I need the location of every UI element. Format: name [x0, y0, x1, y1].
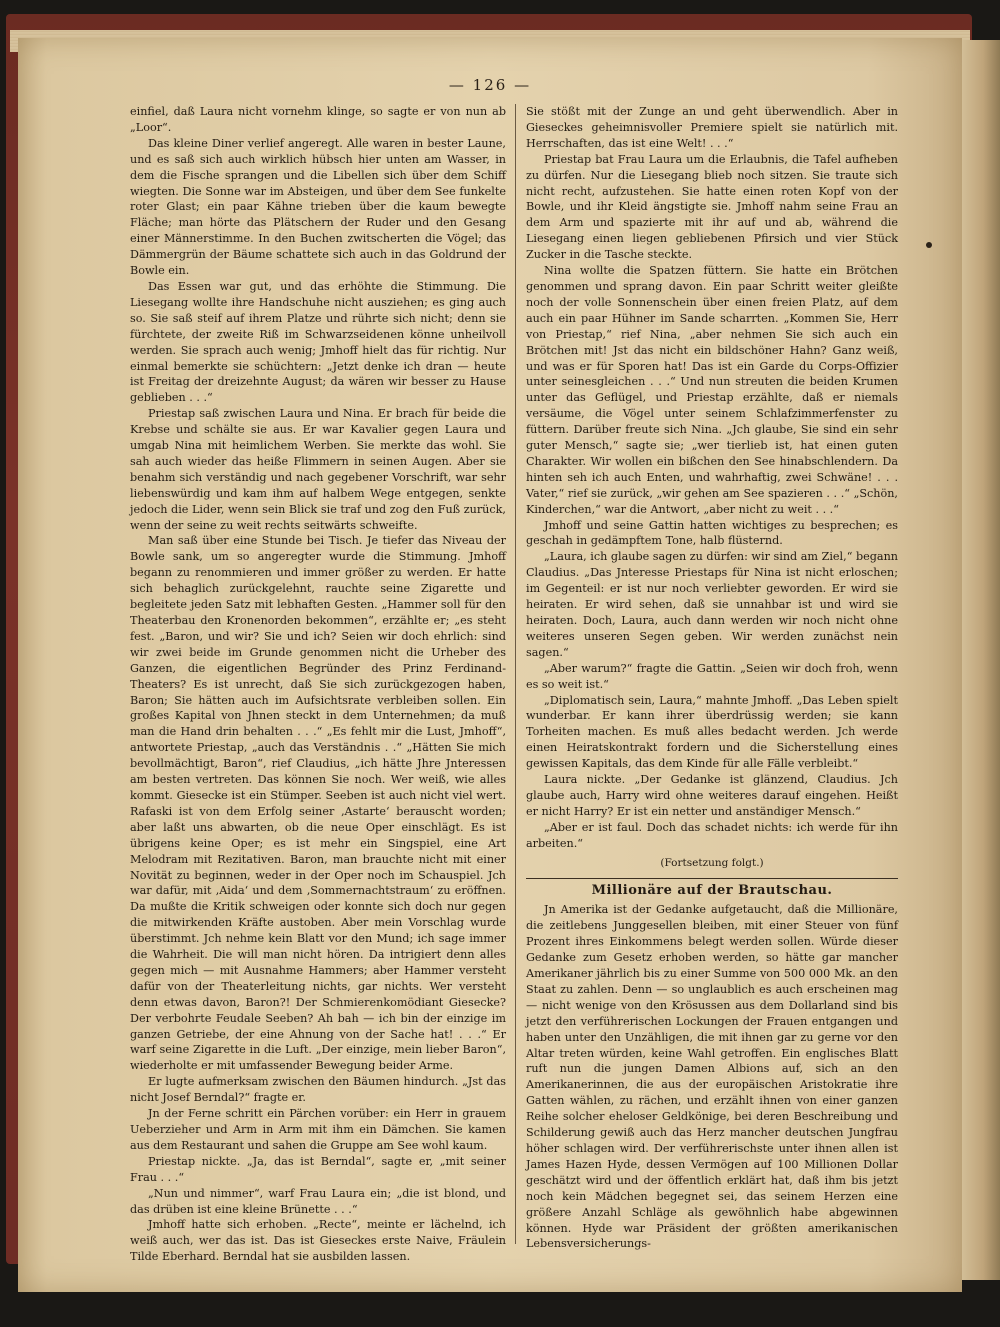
newspaper-page	[18, 38, 962, 1292]
paragraph: „Diplomatisch sein, Laura,“ mahnte Jmhoff. „Das Leben spielt wunderbar. Er kann ihrer überdrüssig werden; sie kann Torheiten machen. Es muß alles bedacht werden. Jch werde einen Heiratskontrakt fordern und die Sicherstellung eines gewissen Kapitals, das dem Kinde für alle Fälle verbleibt.“	[526, 693, 898, 771]
ink-dot	[926, 242, 932, 248]
paragraph: Er lugte aufmerksam zwischen den Bäumen hindurch. „Jst das nicht Josef Berndal?“ fragte er.	[130, 1075, 506, 1105]
section-rule	[526, 878, 898, 879]
paragraph: „Aber warum?“ fragte die Gattin. „Seien wir doch froh, wenn es so weit ist.“	[526, 661, 898, 691]
left-column	[130, 104, 506, 1265]
paragraph: Sie stößt mit der Zunge an und geht überwendlich. Aber in Gieseckes geheimnisvoller Premiere spielt sie natürlich mit. Herrschaften, das ist eine Welt! . . .“	[526, 105, 898, 150]
paragraph: „Aber er ist faul. Doch das schadet nichts: ich werde für ihn arbeiten.“	[526, 820, 898, 850]
article-title: Millionäre auf der Brautschau.	[591, 882, 833, 898]
paragraph: Jmhoff und seine Gattin hatten wichtiges zu besprechen; es geschah in gedämpftem Tone, halb flüsternd.	[526, 518, 898, 548]
paragraph: Jn der Ferne schritt ein Pärchen vorüber: ein Herr in grauem Ueberzieher und Arm in Arm mit ihm ein Dämchen. Sie kamen aus dem Restaurant und sahen die Gruppe am See wohl kaum.	[130, 1107, 506, 1152]
right-page-margin	[958, 40, 1000, 1280]
right-column	[526, 104, 898, 1252]
continuation-note: (Fortsetzung folgt.)	[660, 856, 764, 869]
paragraph: Priestap nickte. „Ja, das ist Berndal“, sagte er, „mit seiner Frau . . .“	[130, 1154, 506, 1184]
paragraph: Nina wollte die Spatzen füttern. Sie hatte ein Brötchen genommen und sprang davon. Ein paar Schritt weiter gleißte noch der volle Sonnenschein über einen freien Platz, auf dem auch ein paar Hühner im Sande scharrten. „Kommen Sie, Herr von Priestap,“ rief Nina, „aber nehmen Sie sich auch ein Brötchen mit! Jst das nicht ein bildschöner Hahn? Ganz weiß, und was er für Sporen hat! Das ist ein Garde du Corps-Offizier unter seinesgleichen . . .“ Und nun streuten die beiden Krumen unter das Geflügel, und Priestap erzählte, daß er niemals versäume, die Vögel unter seinem Schlafzimmerfenster zu füttern. Darüber freute sich Nina. „Jch glaube, Sie sind ein sehr guter Mensch,“ sagte sie; „wer tierlieb ist, hat einen guten Charakter. Wir wollen ein bißchen den See hinabschlendern. Da hinten seh ich auch Enten, und wahrhaftig, zwei Schwäne! . . . Vater,“ rief sie zurück, „wir gehen am See spazieren . . .“ „Schön, Kinderchen,“ war die Antwort, „aber nicht zu weit . . .“	[526, 264, 898, 516]
paragraph: Priestap saß zwischen Laura und Nina. Er brach für beide die Krebse und schälte sie aus. Er war Kavalier gegen Laura und umgab Nina mit heimlichem Werben. Sie merkte das wohl. Sie sah auch wieder das heiße Flimmern in seinen Augen. Aber sie benahm sich verständig und nach gegebener Vorschrift, war sehr liebenswürdig und kam ihm auf halbem Wege entgegen, senkte jedoch die Lider, wenn sein Blick sie traf und zog den Fuß zurück, wenn der seine zu weit rechts seitwärts schweifte.	[130, 407, 506, 532]
paragraph: „Laura, ich glaube sagen zu dürfen: wir sind am Ziel,“ begann Claudius. „Das Jnteresse Priestaps für Nina ist nicht erloschen; im Gegenteil: er ist nur noch verliebter geworden. Er wird sie heiraten. Er wird sehen, daß sie unnahbar ist und wird sie heiraten. Doch, Laura, auch dann werden wir noch nicht ohne weiteres unseren Segen geben. Wir werden zunächst nein sagen.“	[526, 550, 898, 659]
paragraph: Das Essen war gut, und das erhöhte die Stimmung. Die Liesegang wollte ihre Handschuhe nicht ausziehen; es ging auch so. Sie saß steif auf ihrem Platze und rührte sich nicht; denn sie fürchtete, der zweite Riß im Schwarzseidenen könne unheilvoll werden. Sie sprach auch wenig; Jmhoff hielt das für richtig. Nur einmal bemerkte sie schüchtern: „Jetzt denke ich dran — heute ist Freitag der dreizehnte August; da wären wir besser zu Hause geblieben . . .“	[130, 279, 506, 405]
paragraph: „Nun und nimmer“, warf Frau Laura ein; „die ist blond, und das drüben ist eine kleine Brünette . . .“	[130, 1186, 506, 1216]
paragraph: einfiel, daß Laura nicht vornehm klinge, so sagte er von nun ab „Loor“.	[130, 105, 506, 134]
article-body: Jn Amerika ist der Gedanke aufgetaucht, daß die Millionäre, die zeitlebens Junggesellen bleiben, mit einer Steuer von fünf Prozent ihres Einkommens belegt werden sollen. Würde dieser Gedanke zum Gesetz erhoben werden, so hätte gar mancher Amerikaner jährlich bis zu einer Summe von 500 000 Mk. an den Staat zu zahlen. Denn — so unglaublich es auch erscheinen mag — nicht wenige von den Krösussen aus dem Dollarland sind bis jetzt den verführerischen Lockungen der Frauen entgangen und haben unter den Unzähligen, die mit ihnen gar zu gerne vor den Altar treten würden, keine Wahl getroffen. Ein englisches Blatt ruft nun die jungen Damen Albions auf, sich an den Amerikanerinnen, die aus der europäischen Aristokratie ihre Gatten wählen, zu rächen, und erzählt ihnen von einer ganzen Reihe solcher eheloser Geldkönige, bei deren Beschreibung und Schilderung gewiß auch das Herz mancher deutschen Jungfrau höher schlagen wird. Der verführerischste unter ihnen allen ist James Hazen Hyde, dessen Vermögen auf 100 Millionen Dollar geschätzt wird und der öffentlich erklärt hat, daß ihm bis jetzt noch kein Mädchen begegnet sei, das seinem Herzen eine größere Anzahl Schläge als gewöhnlich habe abgewinnen können. Hyde war Präsident der größten amerikanischen Lebensversicherungs-	[526, 903, 898, 1251]
paragraph: Priestap bat Frau Laura um die Erlaubnis, die Tafel aufheben zu dürfen. Nur die Liesegang blieb noch sitzen. Sie traute sich nicht recht, aufzustehen. Sie hatte einen roten Kopf von der Bowle, und ihr Kleid ängstigte sie. Jmhoff nahm seine Frau an dem Arm und spazierte mit ihr auf und ab, während die Liesegang einen liegen gebliebenen Pfirsich und vier Stück Zucker in die Tasche steckte.	[526, 152, 898, 262]
column-divider	[515, 104, 516, 1244]
paragraph: Das kleine Diner verlief angeregt. Alle waren in bester Laune, und es saß sich auch wirklich hübsch hier unten am Wasser, in dem die Fische sprangen und die Libellen sich über dem Schiff wiegten. Die Sonne war im Absteigen, und über dem See funkelte roter Glast; ein paar Kähne trieben über die kaum bewegte Fläche; man hörte das Plätschern der Ruder und den Gesang einer Männerstimme. In den Buchen zwitscherten die Vögel; das Dämmergrün der Bäume schattete sich auch in das Goldrund der Bowle ein.	[130, 136, 506, 278]
page-number: — 126 —	[448, 76, 532, 94]
paragraph: Man saß über eine Stunde bei Tisch. Je tiefer das Niveau der Bowle sank, um so angeregter wurde die Stimmung. Jmhoff begann zu renommieren und immer größer zu werden. Er hatte sich behaglich zurückgelehnt, rauchte seine Zigarette und begleitete jeden Satz mit lebhaften Gesten. „Hammer soll für den Theaterbau den Kronenorden bekommen“, erzählte er; „es steht fest. „Baron, und wir? Sie und ich? Seien wir doch ehrlich: sind wir zwei beide im Grunde genommen nicht die Urheber des Ganzen, die eigentlichen Begründer des Prinz Ferdinand-Theaters? Es ist unrecht, daß Sie sich zurückgezogen haben, Baron; Sie hätten auch im Aufsichtsrate verbleiben sollen. Ein großes Kapital von Jhnen steckt in dem Unternehmen; da muß man die Hand drin behalten . . .“ „Es fehlt mir die Lust, Jmhoff“, antwortete Priestap, „auch das Verständnis . .“ „Hätten Sie mich bevollmächtigt, Baron“, rief Claudius, „ich hätte Jhre Jnteressen am besten vertreten. Das können Sie noch. Wer weiß, wie alles kommt. Giesecke ist ein Stümper. Seeben ist auch nicht viel wert. Rafaski ist von dem Erfolg seiner ‚Astarte‘ berauscht worden; aber laßt uns abwarten, ob die neue Oper einschlägt. Es ist übrigens keine Oper; es ist mehr ein Singspiel, eine Art Melodram mit Rezitativen. Baron, man brauchte nicht mit einer Novität zu beginnen, weder in der Oper noch im Schauspiel. Jch war dafür, mit ‚Aida‘ und dem ‚Sommernachtstraum‘ zu eröffnen. Da mußte die Kritik schweigen oder konnte sich doch nur gegen die mitwirkenden Kräfte austoben. Aber mein Vorschlag wurde überstimmt. Jch nehme kein Blatt vor den Mund; ich sage immer die Wahrheit. Die will man nicht hören. Da intrigiert denn alles gegen mich — mit Ausnahme Hammers; aber Hammer versteht dafür von der Theaterleitung nichts, gar nichts. Wer versteht denn etwas davon, Baron?! Der Schmierenkomödiant Giesecke? Der verbohrte Feudale Seeben? Ah bah — ich bin der einzige im ganzen Getriebe, der eine Ahnung von der Sache hat! . . .“ Er warf seine Zigarette in die Luft. „Der einzige, mein lieber Baron“, wiederholte er mit umfassender Bewegung beider Arme.	[130, 534, 506, 1073]
paragraph: Jmhoff hatte sich erhoben. „Recte“, meinte er lächelnd, ich weiß auch, wer das ist. Das ist Gieseckes erste Naive, Fräulein Tilde Eberhard. Berndal hat sie ausbilden lassen.	[130, 1218, 506, 1264]
paragraph: Laura nickte. „Der Gedanke ist glänzend, Claudius. Jch glaube auch, Harry wird ohne weiteres darauf eingehen. Heißt er nicht Harry? Er ist ein netter und anständiger Mensch.“	[526, 773, 898, 818]
